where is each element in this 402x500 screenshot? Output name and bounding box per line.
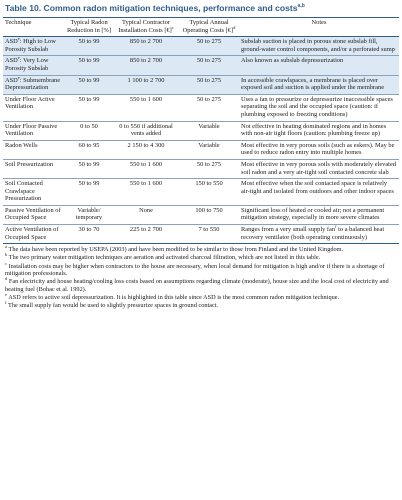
cell-technique — [3, 140, 65, 159]
header-install-costs — [113, 18, 179, 37]
cell-install-costs: 550 to 1 600 — [129, 160, 163, 168]
notes-sup: f — [335, 223, 337, 229]
footnote — [5, 260, 399, 278]
footnote-text: The two primary water mitigation techniques are aeration and activated charcoal filtration, which are not listed in this table. — [8, 254, 321, 262]
cell-reduction: 30 to 70 — [78, 226, 100, 234]
table-row — [3, 159, 399, 178]
footnote — [5, 278, 399, 293]
cell-reduction: 50 to 99 — [78, 76, 100, 84]
header-install-text: Typical Contractor Installation Costs [€] — [118, 19, 172, 34]
table-title — [5, 3, 400, 14]
table-title-text: Table 10. Common radon mitigation techniques, performance and costs — [5, 3, 298, 13]
cell-reduction: 50 to 99 — [78, 57, 100, 65]
technique-sup: e — [17, 74, 20, 80]
footnote-text: The data have been reported by USEPA (2003) and have been modified to be similar to those from Finland and the United Kingdom. — [8, 246, 344, 254]
table-row — [3, 75, 399, 94]
technique-rest: : Very Low Porosity Subslab — [5, 57, 49, 72]
cell-install-costs: 550 to 1 600 — [129, 95, 163, 103]
notes-text: Significant loss of heated or cooled air; not a permanent mitigation strategy, especially in more severe climates — [241, 206, 385, 222]
footnote-mark: e — [5, 291, 7, 297]
footnote — [5, 291, 399, 301]
cell-install-costs: None — [139, 206, 153, 214]
footnotes — [5, 246, 399, 309]
notes-text: Not effective in heating dominated regions and in homes with non-air tight floors (caution: plumbing freeze up) — [241, 122, 387, 138]
notes-text: Subslab suction is placed in porous stone subslab fill, ground-water control components, and/or a perforated sump — [241, 38, 395, 53]
cell-reduction: 0 to 50 — [80, 122, 98, 130]
cell-notes — [239, 159, 399, 178]
header-operating-costs — [179, 18, 239, 37]
cell-reduction: 50 to 99 — [78, 180, 100, 188]
cell-technique — [3, 75, 65, 94]
footnote-mark: d — [5, 276, 8, 282]
footnote-text: ASD refers to active soil depressurization. It is highlighted in this table since ASD is the most common radon mitigation technique. — [8, 293, 340, 301]
notes-text: Most effective when the soil contacted space is relatively air-tight and isolated from outdoors and other indoor spaces — [241, 180, 394, 195]
footnote-text: The small supply fan would be used to slightly pressurize spaces in ground contact. — [7, 302, 219, 310]
cell-install-costs: 0 to 550 if additional vents added — [119, 122, 173, 138]
technique-rest: : High to Low Porosity Subslab — [5, 38, 56, 53]
cell-notes — [239, 94, 399, 121]
table-row — [3, 140, 399, 159]
table-row — [3, 37, 399, 56]
footnote-mark: b — [5, 252, 8, 258]
cell-install-costs: 1 100 to 2 700 — [127, 76, 165, 84]
table-row — [3, 56, 399, 75]
header-technique: Technique — [5, 19, 32, 26]
cell-notes — [239, 56, 399, 75]
technique-sup: e — [17, 36, 20, 42]
cell-install-costs: 850 to 2 700 — [129, 38, 163, 46]
notes-text: Ranges from a very small supply fan — [241, 226, 336, 234]
technique-sup: e — [17, 55, 20, 61]
technique-text: Passive Ventilation of Occupied Space — [5, 206, 61, 222]
cell-notes — [239, 225, 399, 244]
cell-reduction: 50 to 99 — [78, 160, 100, 168]
table-row — [3, 225, 399, 244]
cell-operating-costs: 50 to 275 — [196, 38, 222, 46]
cell-reduction: Variable/ temporary — [75, 206, 103, 222]
cell-technique — [3, 225, 65, 244]
notes-rest: to a balanced heat recovery ventilator (both operating continuously) — [241, 226, 385, 241]
technique-rest: : Submembrane Depressurization — [5, 76, 61, 92]
technique-text: ASD — [5, 57, 18, 65]
header-install-sup: c — [171, 24, 174, 30]
cell-technique — [3, 56, 65, 75]
cell-reduction: 60 to 95 — [78, 141, 100, 149]
cell-technique — [3, 205, 65, 224]
technique-text: Soil Contacted Crawlspace Pressurization — [5, 180, 43, 203]
cell-notes — [239, 75, 399, 94]
cell-notes — [239, 179, 399, 206]
table-row — [3, 179, 399, 206]
cell-reduction: 50 to 99 — [78, 95, 100, 103]
technique-text: Soil Pressurization — [5, 160, 54, 168]
notes-text: Most effective in very porous soils with moderately elevated soil radon and a very air-tight soil contacted concrete slab — [241, 160, 396, 176]
footnote-text: Installation costs may be higher when contractors to the house are necessary, when local demand for mitigation is high and/or if there is a shortage of mitigation professionals. — [5, 262, 385, 278]
technique-text: Under Floor Passive Ventilation — [5, 122, 58, 138]
technique-text: ASD — [5, 38, 18, 46]
cell-technique — [3, 37, 65, 56]
cell-operating-costs: Variable — [198, 141, 220, 149]
notes-text: Most effective in very porous soils (such as eskers). May be used to reduce radon entry into multiple homes — [241, 141, 395, 157]
table-header-row — [3, 18, 399, 37]
header-operating-sup: d — [233, 24, 236, 30]
footnote-text: Fan electricity and house heating/cooling loss costs based on assumptions regarding climate (moderate), house size and the local cost of electricity and heating fuel (Bohac et al. 1992). — [5, 278, 389, 293]
footnote-mark: a — [5, 244, 7, 250]
cell-install-costs: 225 to 2 700 — [129, 226, 163, 234]
table-body — [3, 37, 399, 244]
table-row — [3, 121, 399, 140]
cell-technique — [3, 121, 65, 140]
cell-operating-costs: 50 to 275 — [196, 95, 222, 103]
cell-notes — [239, 140, 399, 159]
cell-operating-costs: Variable — [198, 122, 220, 130]
cell-operating-costs: 100 to 750 — [195, 206, 223, 214]
header-notes: Notes — [311, 19, 327, 26]
cell-notes — [239, 37, 399, 56]
title-superscript: a,b — [297, 3, 305, 10]
notes-text: Uses a fan to pressurize or depressurize inaccessible spaces separating the soil and the occupied space (caution: if plumbing exposed to freezing conditions) — [241, 95, 393, 118]
cell-technique — [3, 179, 65, 206]
notes-text: Also known as subslab depressurization — [241, 57, 344, 65]
cell-operating-costs: 50 to 275 — [196, 160, 222, 168]
cell-install-costs: 850 to 2 700 — [129, 57, 163, 65]
cell-notes — [239, 121, 399, 140]
cell-install-costs: 550 to 1 600 — [129, 180, 163, 188]
cell-technique — [3, 159, 65, 178]
technique-text: Under Floor Active Ventilation — [5, 95, 55, 111]
header-operating-text: Typical Annual Operating Costs [€] — [182, 19, 234, 34]
table-row — [3, 94, 399, 121]
notes-text: In accessible crawlspaces, a membrane is placed over exposed soil and suction is applied under the membrane — [241, 76, 385, 92]
cell-operating-costs: 50 to 275 — [196, 57, 222, 65]
cell-install-costs: 2 150 to 4 300 — [127, 141, 165, 149]
footnote-mark: f — [5, 299, 7, 305]
cell-operating-costs: 7 to 550 — [198, 226, 220, 234]
technique-text: ASD — [5, 76, 18, 84]
footnote — [5, 299, 399, 310]
footnote — [5, 246, 399, 253]
cell-notes — [239, 205, 399, 224]
cell-technique — [3, 94, 65, 121]
header-reduction: Typical Radon Reduction in [%] — [67, 19, 112, 34]
footnote-mark: c — [5, 260, 7, 266]
technique-text: Active Ventilation of Occupied Space — [5, 226, 59, 241]
table-row — [3, 205, 399, 224]
radon-mitigation-table — [3, 17, 399, 244]
cell-reduction: 50 to 99 — [78, 38, 100, 46]
footnote — [5, 254, 399, 261]
cell-operating-costs: 50 to 275 — [196, 76, 222, 84]
cell-operating-costs: 150 to 550 — [195, 180, 223, 188]
technique-text: Radon Wells — [5, 141, 38, 149]
